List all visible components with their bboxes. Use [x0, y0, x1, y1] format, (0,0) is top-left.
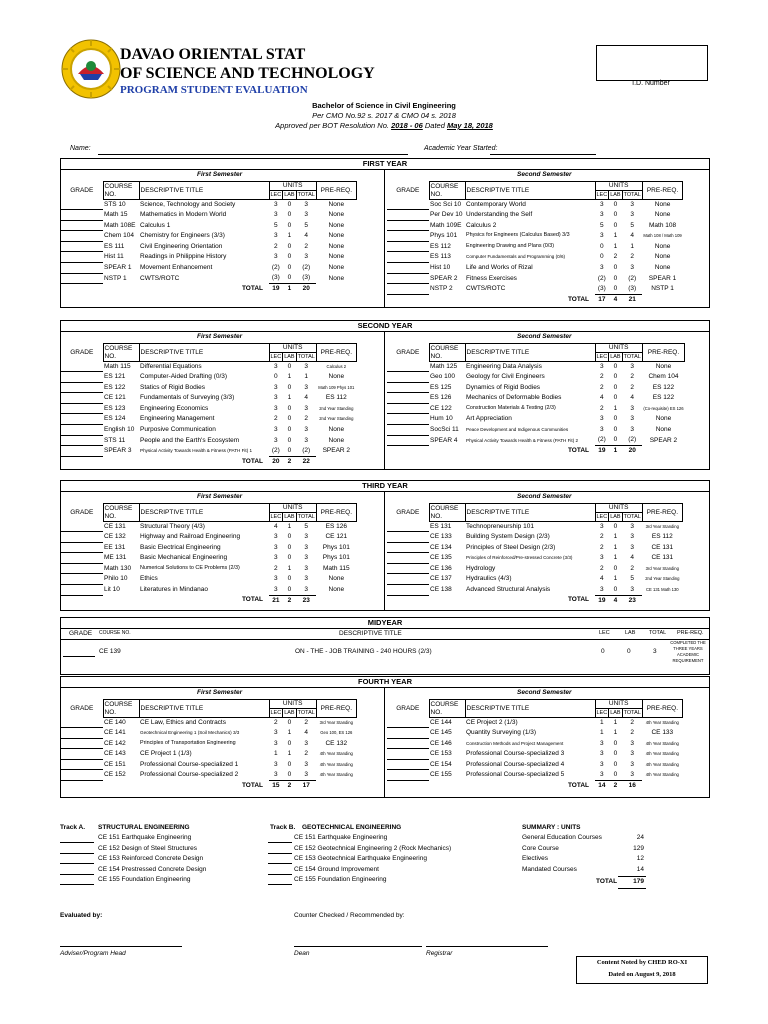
grade-header: GRADE — [396, 186, 420, 194]
prereq-header: PRE-REQ. — [642, 504, 682, 522]
prereq-header: PRE-REQ. — [316, 700, 356, 718]
course-row: CE 142 Principles of Transportation Engineering 3 0 3 CE 132 — [61, 738, 356, 749]
course-row: CE 143 CE Project 1 (1/3) 1 1 2 4th Year Standing — [61, 749, 356, 760]
summary-item-label: Electives — [522, 855, 549, 862]
registrar-signature-line[interactable] — [426, 946, 548, 947]
course-no-header: COURSE NO. — [99, 630, 131, 636]
prereq-header: PRE-REQ. — [642, 700, 682, 718]
course-row: Math 130 Numerical Solutions to CE Problems (2/3) 2 1 3 Math 115 — [61, 563, 356, 574]
grade-header: GRADE — [70, 348, 94, 356]
grade-entry[interactable] — [61, 263, 103, 274]
grade-entry[interactable] — [61, 425, 103, 436]
counter-checked-label: Counter Checked / Recommended by: — [294, 912, 405, 919]
prereq-header: PRE-REQ. — [316, 182, 356, 200]
year-section — [60, 320, 710, 470]
course-no-header: COURSE NO. — [429, 344, 465, 362]
lec-header: LEC — [270, 192, 282, 198]
midyear-prereq: COMPLETED THE THREE YEARS ACADEMIC REQUIREMENT — [670, 640, 706, 663]
course-row: STS 11 People and the Earth's Ecosystem 3 0 3 None — [61, 435, 356, 446]
lab-header: LAB — [284, 710, 295, 716]
grade-entry[interactable] — [61, 382, 103, 393]
name-label: Name: — [70, 145, 91, 152]
track-b-item: CE 152 Geotechnical Engineering 2 (Rock Mechanics) — [294, 844, 452, 852]
course-no-header: COURSE NO. — [429, 504, 465, 522]
grade-entry[interactable] — [387, 770, 429, 781]
track-b-grade-entry[interactable] — [268, 853, 292, 854]
grade-header: GRADE — [396, 508, 420, 516]
year-title: FIRST YEAR — [61, 159, 709, 170]
course-row: Phys 101 Physics for Engineers (Calculus Based) 3/3 3 1 4 Math 108 / Math 109 — [387, 231, 683, 242]
first-semester-label: First Semester — [197, 689, 243, 696]
lab-header: LAB — [610, 514, 621, 520]
descriptive-title-header: DESCRIPTIVE TITLE — [465, 504, 595, 522]
grade-entry[interactable] — [387, 403, 429, 414]
grade-header: GRADE — [70, 704, 94, 712]
grade-entry[interactable] — [387, 231, 429, 242]
grade-entry[interactable] — [387, 200, 429, 210]
midyear-descriptive-title: ON - THE - JOB TRAINING - 240 HOURS (2/3) — [295, 648, 432, 655]
track-b-grade-entry[interactable] — [268, 874, 292, 875]
second-semester-table — [387, 699, 683, 791]
track-a-item: CE 155 Foundation Engineering — [98, 876, 191, 883]
units-header: UNITS — [595, 504, 642, 513]
track-a-item: CE 151 Earthquake Engineering — [98, 834, 192, 841]
course-row: Geo 100 Geology for Civil Engineers 2 0 2 Chem 104 — [387, 372, 685, 383]
grade-entry[interactable] — [387, 585, 429, 596]
lec-header: LEC — [270, 354, 282, 360]
second-semester-table — [387, 503, 683, 605]
total-header: TOTAL — [649, 630, 667, 636]
grade-entry[interactable] — [61, 532, 103, 543]
summary-item-units: 14 — [636, 865, 644, 873]
second-semester-label: Second Semester — [517, 171, 572, 178]
prereq-header: PRE-REQ. — [642, 182, 682, 200]
course-row: CE 137 Hydraulics (4/3) 4 1 5 2nd Year Standing — [387, 574, 682, 585]
summary-total-units: 179 — [633, 878, 644, 885]
course-row: CE 146 Construction Methods and Project Management 3 0 3 4th Year Standing — [387, 738, 682, 749]
midyear-lab: 0 — [627, 648, 631, 655]
grade-entry[interactable] — [387, 382, 429, 393]
grade-header: GRADE — [396, 704, 420, 712]
year-section — [60, 158, 710, 308]
course-row: CE 155 Professional Course-specialized 5 3 0 3 4th Year Standing — [387, 770, 682, 781]
track-b-item: CE 155 Foundation Engineering — [294, 876, 387, 883]
total_col-header: TOTAL — [297, 710, 315, 716]
descriptive-title-header: DESCRIPTIVE TITLE — [139, 504, 269, 522]
lab-header: LAB — [610, 710, 621, 716]
course-row: CE 135 Principles of Reinforced/Pre-stressed Concrete (3/3) 3 1 4 CE 131 — [387, 553, 682, 564]
track-b-item: CE 154 Ground Improvement — [294, 865, 379, 873]
units-header: UNITS — [595, 344, 642, 353]
prereq-header: PRE-REQ. — [642, 344, 684, 362]
course-row: Math 125 Engineering Data Analysis 3 0 3 None — [387, 362, 685, 372]
course-row: CE 131 Structural Theory (4/3) 4 1 5 ES 126 — [61, 522, 356, 532]
course-row: ES 122 Statics of Rigid Bodies 3 0 3 Math 109 Phys 101 — [61, 382, 356, 393]
semester-total-row: TOTAL 17 4 21 — [387, 294, 683, 304]
grade-entry[interactable] — [387, 749, 429, 760]
course-no-header: COURSE NO. — [103, 504, 139, 522]
course-row: SPEAR 2 Fitness Exercises (2) 0 (2) SPEAR 1 — [387, 273, 683, 284]
prereq-header: PRE-REQ. — [316, 344, 356, 362]
name-field[interactable] — [98, 146, 408, 155]
grade-entry[interactable] — [61, 241, 103, 252]
id-number-label: I.D. Number — [632, 80, 670, 87]
descriptive-title-header: DESCRIPTIVE TITLE — [339, 630, 402, 637]
year-title: SECOND YEAR — [61, 321, 709, 332]
course-row: NSTP 2 CWTS/ROTC (3) 0 (3) NSTP 1 — [387, 284, 683, 295]
lab-header: LAB — [284, 514, 295, 520]
semester-total-row: TOTAL 21 2 23 — [61, 595, 356, 605]
lec-header: LEC — [270, 514, 282, 520]
course-row: CE 154 Professional Course-specialized 4 3 0 3 4th Year Standing — [387, 759, 682, 770]
grade-entry[interactable] — [61, 553, 103, 564]
track-a-item: CE 154 Prestressed Concrete Design — [98, 865, 207, 873]
grade-header: GRADE — [70, 508, 94, 516]
units-header: UNITS — [269, 344, 316, 353]
semester-total-row: TOTAL 19 4 23 — [387, 595, 682, 605]
evaluated-by-label: Evaluated by: — [60, 912, 103, 919]
year-section — [60, 676, 710, 798]
course-row: Chem 104 Chemistry for Engineers (3/3) 3 1 4 None — [61, 231, 356, 242]
descriptive-title-header: DESCRIPTIVE TITLE — [139, 700, 269, 718]
lec-header: LEC — [270, 710, 282, 716]
course-row: CE 133 Building System Design (2/3) 2 1 3 ES 112 — [387, 532, 682, 543]
total_col-header: TOTAL — [297, 192, 315, 198]
track-a-grade-entry[interactable] — [60, 842, 94, 843]
lab-header: LAB — [284, 192, 295, 198]
midyear-course-no: CE 139 — [99, 648, 121, 655]
course-no-header: COURSE NO. — [103, 344, 139, 362]
track-b-item: CE 151 Earthquake Engineering — [294, 834, 388, 841]
summary-item-label: General Education Courses — [522, 834, 602, 841]
total_col-header: TOTAL — [623, 710, 641, 716]
grade-entry[interactable] — [61, 563, 103, 574]
grade-entry[interactable] — [387, 362, 429, 372]
grade-entry[interactable] — [387, 393, 429, 404]
first-semester-label: First Semester — [197, 493, 243, 500]
first-semester-label: First Semester — [197, 171, 243, 178]
lec-header: LEC — [596, 192, 608, 198]
course-row: CE 144 CE Project 2 (1/3) 1 1 2 4th Year Standing — [387, 718, 682, 728]
grade-entry[interactable] — [61, 252, 103, 263]
grade-entry[interactable] — [61, 542, 103, 553]
course-row: Per Dev 10 Understanding the Self 3 0 3 None — [387, 210, 683, 221]
midyear-title: MIDYEAR — [61, 618, 709, 629]
track-b-grade-entry[interactable] — [268, 863, 292, 864]
grade-entry[interactable] — [61, 414, 103, 425]
lec-header: LEC — [596, 514, 608, 520]
grade-entry[interactable] — [387, 425, 429, 436]
course-row: Math 115 Differential Equations 3 0 3 Calculus 2 — [61, 362, 356, 372]
grade-entry[interactable] — [61, 574, 103, 585]
summary-item-units: 24 — [636, 834, 644, 841]
grade-entry[interactable] — [387, 563, 429, 574]
second-semester-label: Second Semester — [517, 333, 572, 340]
course-row: Math 109E Calculus 2 5 0 5 Math 108 — [387, 220, 683, 231]
track-a-label: Track A. — [60, 824, 86, 831]
semester-total-row: TOTAL 15 2 17 — [61, 781, 356, 791]
grade-entry[interactable] — [387, 759, 429, 770]
course-row: CE 136 Hydrology 2 0 2 3rd Year Standing — [387, 563, 682, 574]
university-seal-icon — [60, 38, 122, 100]
first-semester-table — [61, 503, 357, 605]
grade-entry[interactable] — [387, 210, 429, 221]
summary-item-label: Core Course — [522, 844, 559, 852]
grade-entry[interactable] — [61, 728, 103, 739]
track-a-item: CE 153 Reinforced Concrete Design — [98, 855, 204, 862]
id-number-box[interactable] — [596, 45, 708, 81]
course-row: ES 113 Computer Fundamentals and Programming (0/6) 0 2 2 None — [387, 252, 683, 263]
registrar-label: Registrar — [426, 950, 453, 957]
units-header: UNITS — [595, 182, 642, 191]
track-a-grade-entry[interactable] — [60, 853, 94, 854]
course-row: ME 131 Basic Mechanical Engineering 3 0 3 Phys 101 — [61, 553, 356, 564]
grade-entry[interactable] — [387, 252, 429, 263]
total_col-header: TOTAL — [297, 514, 315, 520]
second-semester-table — [387, 181, 683, 304]
course-row: Math 15 Mathematics in Modern World 3 0 3 None — [61, 210, 356, 221]
grade-entry[interactable] — [387, 718, 429, 728]
grade-entry[interactable] — [387, 372, 429, 383]
second-semester-table — [387, 343, 685, 456]
grade-entry[interactable] — [387, 263, 429, 274]
first-semester-label: First Semester — [197, 333, 243, 340]
semester-total-row: TOTAL 14 2 16 — [387, 781, 682, 791]
course-row: Hist 10 Life and Works of Rizal 3 0 3 None — [387, 263, 683, 274]
course-row: ES 123 Engineering Economics 3 0 3 2nd Year Standing — [61, 403, 356, 414]
midyear-lec: 0 — [601, 648, 605, 655]
grade-header: GRADE — [69, 630, 93, 637]
course-row: Math 108E Calculus 1 5 0 5 None — [61, 220, 356, 231]
track-b-grade-entry[interactable] — [268, 884, 292, 885]
bot-resolution: Approved per BOT Resolution No. 2018 - 06 Dated May 18, 2018 — [275, 121, 493, 130]
descriptive-title-header: DESCRIPTIVE TITLE — [465, 700, 595, 718]
units-header: UNITS — [595, 700, 642, 709]
track-a-title: STRUCTURAL ENGINEERING — [98, 824, 190, 831]
grade-entry[interactable] — [61, 362, 103, 372]
adviser-label: Adviser/Program Head — [60, 950, 126, 957]
grade-entry[interactable] — [387, 553, 429, 564]
grade-entry[interactable] — [387, 220, 429, 231]
track-b-title: GEOTECHNICAL ENGINEERING — [302, 824, 402, 831]
course-row: Hist 11 Readings in Philippine History 3 0 3 None — [61, 252, 356, 263]
course-row: CE 152 Professional Course-specialized 2 3 0 3 4th Year Standing — [61, 770, 356, 781]
cmo-reference: Per CMO No.92 s. 2017 & CMO 04 s. 2018 — [312, 111, 456, 120]
prereq-header: PRE-REQ. — [677, 630, 704, 636]
first-semester-table — [61, 181, 357, 294]
course-row: Hum 10 Art Appreciation 3 0 3 None — [387, 414, 685, 425]
lec-header: LEC — [596, 710, 608, 716]
summary-item-label: Mandated Courses — [522, 865, 577, 873]
grade-entry[interactable] — [387, 522, 429, 532]
track-a-item: CE 152 Design of Steel Structures — [98, 844, 197, 852]
track-b-item: CE 153 Geotechnical Earthquake Engineering — [294, 855, 427, 862]
grade-entry[interactable] — [61, 446, 103, 457]
total_col-header: TOTAL — [623, 514, 641, 520]
academic-year-label: Academic Year Started: — [424, 145, 498, 152]
descriptive-title-header: DESCRIPTIVE TITLE — [465, 344, 595, 362]
grade-entry[interactable] — [387, 574, 429, 585]
grade-entry[interactable] — [61, 718, 103, 728]
adviser-signature-line[interactable] — [60, 946, 182, 947]
grade-entry[interactable] — [61, 372, 103, 383]
summary-item-units: 129 — [633, 844, 644, 852]
midyear-total: 3 — [653, 648, 657, 655]
grade-entry[interactable] — [61, 770, 103, 781]
course-no-header: COURSE NO. — [429, 700, 465, 718]
course-row: STS 10 Science, Technology and Society 3 0 3 None — [61, 200, 356, 210]
track-a-grade-entry[interactable] — [60, 884, 94, 885]
course-row: ES 126 Mechanics of Deformable Bodies 4 0 4 ES 122 — [387, 393, 685, 404]
grade-entry[interactable] — [61, 759, 103, 770]
grade-entry[interactable] — [387, 241, 429, 252]
grade-entry[interactable] — [61, 738, 103, 749]
midyear-section — [60, 617, 710, 675]
summary-total-label: TOTAL — [596, 878, 618, 885]
grade-entry[interactable] — [387, 532, 429, 543]
grade-entry[interactable] — [61, 393, 103, 404]
grade-header: GRADE — [70, 186, 94, 194]
first-semester-table — [61, 699, 357, 791]
course-row: EE 131 Basic Electrical Engineering 3 0 3 Phys 101 — [61, 542, 356, 553]
course-row: ES 125 Dynamics of Rigid Bodies 2 0 2 ES 122 — [387, 382, 685, 393]
track-b-grade-entry[interactable] — [268, 842, 292, 843]
grade-entry[interactable] — [387, 728, 429, 739]
course-row: CE 138 Advanced Structural Analysis 3 0 3 CE 131 Math 130 — [387, 585, 682, 596]
course-no-header: COURSE NO. — [103, 182, 139, 200]
units-header: UNITS — [269, 504, 316, 513]
year-title: FOURTH YEAR — [61, 677, 709, 688]
lec-header: LEC — [596, 354, 608, 360]
course-row: ES 124 Engineering Management 2 0 2 2nd Year Standing — [61, 414, 356, 425]
grade-entry[interactable] — [61, 435, 103, 446]
course-row: CE 134 Principles of Steel Design (2/3) 2 1 3 CE 131 — [387, 542, 682, 553]
course-row: Soc Sci 10 Contemporary World 3 0 3 None — [387, 200, 683, 210]
course-no-header: COURSE NO. — [103, 700, 139, 718]
course-row: ES 112 Engineering Drawing and Plans (0/3) 0 1 1 None — [387, 241, 683, 252]
course-row: SocSci 11 Peace Development and Indigenous Communities 3 0 3 None — [387, 425, 685, 436]
units-header: UNITS — [269, 182, 316, 191]
course-row: Lit 10 Literatures in Mindanao 3 0 3 None — [61, 585, 356, 596]
course-row: ES 131 Technopreneurship 101 3 0 3 3rd Year Standing — [387, 522, 682, 532]
grade-entry[interactable] — [387, 435, 429, 446]
grade-entry[interactable] — [61, 585, 103, 596]
grade-entry[interactable] — [387, 273, 429, 284]
lab-header: LAB — [284, 354, 295, 360]
prereq-header: PRE-REQ. — [316, 504, 356, 522]
academic-year-field[interactable] — [490, 146, 596, 155]
grade-entry[interactable] — [387, 738, 429, 749]
course-row: CE 132 Highway and Railroad Engineering 3 0 3 CE 121 — [61, 532, 356, 543]
dean-signature-line[interactable] — [294, 946, 422, 947]
lab-header: LAB — [625, 630, 636, 636]
grade-entry[interactable] — [61, 231, 103, 242]
grade-header: GRADE — [396, 348, 420, 356]
grade-entry[interactable] — [61, 220, 103, 231]
course-row: Philo 10 Ethics 3 0 3 None — [61, 574, 356, 585]
semester-total-row: TOTAL 19 1 20 — [61, 284, 356, 294]
ched-stamp: Content Noted by CHED RO-XI Dated on August 9, 2018 — [576, 956, 708, 984]
university-name-line1: DAVAO ORIENTAL STAT — [120, 46, 306, 63]
total_col-header: TOTAL — [623, 354, 641, 360]
course-row: CE 153 Professional Course-specialized 3 3 0 3 4th Year Standing — [387, 749, 682, 760]
grade-entry[interactable] — [61, 210, 103, 221]
course-row: English 10 Purposive Communication 3 0 3 None — [61, 425, 356, 436]
course-no-header: COURSE NO. — [429, 182, 465, 200]
course-row: ES 121 Computer-Aided Drafting (0/3) 0 1 1 None — [61, 372, 356, 383]
semester-total-row: TOTAL 20 2 22 — [61, 456, 356, 466]
grade-entry[interactable] — [387, 284, 429, 295]
course-row: NSTP 1 CWTS/ROTC (3) 0 (3) None — [61, 273, 356, 284]
track-b-label: Track B. — [270, 824, 296, 831]
course-row: CE 145 Quantity Surveying (1/3) 1 1 2 CE 133 — [387, 728, 682, 739]
total_col-header: TOTAL — [623, 192, 641, 198]
form-title: PROGRAM STUDENT EVALUATION — [120, 84, 308, 96]
track-a-grade-entry[interactable] — [60, 874, 94, 875]
program-name: Bachelor of Science in Civil Engineering — [312, 101, 456, 110]
lec-header: LEC — [599, 630, 610, 636]
course-row: ES 111 Civil Engineering Orientation 2 0 2 None — [61, 241, 356, 252]
year-title: THIRD YEAR — [61, 481, 709, 492]
total_col-header: TOTAL — [297, 354, 315, 360]
first-semester-table — [61, 343, 357, 466]
course-row: CE 121 Fundamentals of Surveying (3/3) 3 1 4 ES 112 — [61, 393, 356, 404]
course-row: CE 122 Construction Materials & Testing (2/3) 2 1 3 (Co-requisite) ES 126 — [387, 403, 685, 414]
year-section — [60, 480, 710, 611]
lab-header: LAB — [610, 354, 621, 360]
course-row: SPEAR 4 Physical Activity Towards Health & Fitness (PATH Fit) 2 (2) 0 (2) SPEAR 2 — [387, 435, 685, 446]
semester-total-row: TOTAL 19 1 20 — [387, 446, 685, 456]
descriptive-title-header: DESCRIPTIVE TITLE — [139, 182, 269, 200]
units-header: UNITS — [269, 700, 316, 709]
course-row: CE 140 CE Law, Ethics and Contracts 2 0 2 3rd Year Standing — [61, 718, 356, 728]
grade-entry[interactable] — [63, 656, 95, 657]
grade-entry[interactable] — [61, 403, 103, 414]
course-row: SPEAR 3 Physical Activity Towards Health & Fitness (PATH Fit) 1 (2) 0 (2) SPEAR 2 — [61, 446, 356, 457]
university-name-line2: OF SCIENCE AND TECHNOLOGY — [120, 65, 375, 82]
grade-entry[interactable] — [61, 522, 103, 532]
dean-label: Dean — [294, 950, 310, 957]
second-semester-label: Second Semester — [517, 493, 572, 500]
descriptive-title-header: DESCRIPTIVE TITLE — [465, 182, 595, 200]
grade-entry[interactable] — [61, 749, 103, 760]
summary-title: SUMMARY : UNITS — [522, 824, 581, 831]
second-semester-label: Second Semester — [517, 689, 572, 696]
course-row: CE 151 Professional Course-specialized 1 3 0 3 4th Year Standing — [61, 759, 356, 770]
descriptive-title-header: DESCRIPTIVE TITLE — [139, 344, 269, 362]
track-a-grade-entry[interactable] — [60, 863, 94, 864]
course-row: SPEAR 1 Movement Enhancement (2) 0 (2) None — [61, 263, 356, 274]
lab-header: LAB — [610, 192, 621, 198]
summary-item-units: 12 — [636, 855, 644, 862]
course-row: CE 141 Geotechnical Engineering 1 (Soil Mechanics) 3/3 3 1 4 Geo 100, ES 126 — [61, 728, 356, 739]
grade-entry[interactable] — [387, 414, 429, 425]
grade-entry[interactable] — [387, 542, 429, 553]
grade-entry[interactable] — [61, 200, 103, 210]
grade-entry[interactable] — [61, 273, 103, 284]
